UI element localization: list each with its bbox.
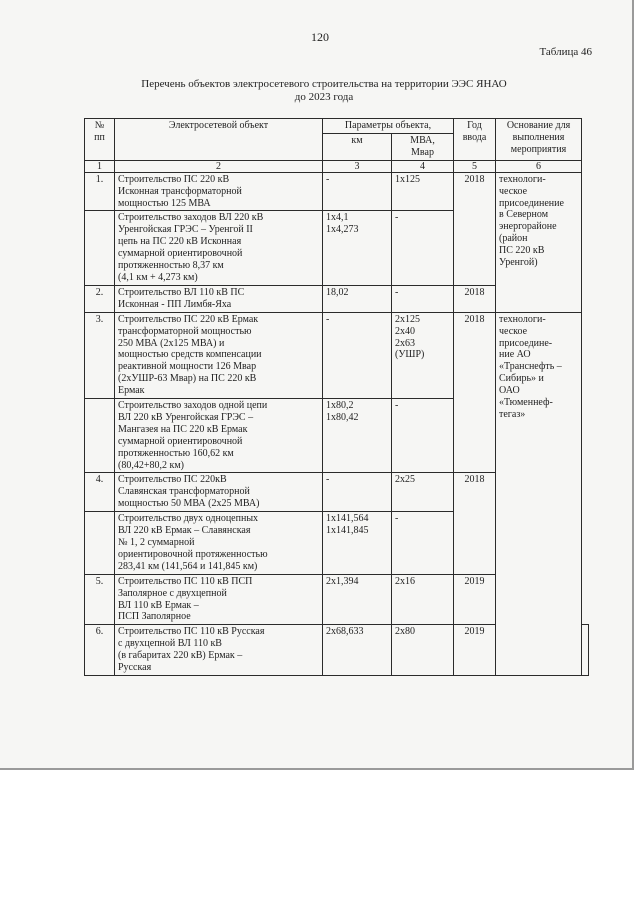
object-cell: Строительство ВЛ 110 кВ ПС Исконная - ПП Лимбя-Яха	[115, 285, 323, 312]
object-cell: Строительство ПС 220 кВ Исконная трансформаторной мощностью 125 МВА	[115, 172, 323, 211]
basis-cell	[582, 625, 589, 676]
header-mva: МВА, Мвар	[392, 133, 454, 160]
year-cell: 2018	[454, 172, 496, 285]
page-number: 120	[311, 30, 329, 44]
km-cell: -	[323, 172, 392, 211]
header-params: Параметры объекта,	[323, 119, 454, 134]
row-number	[85, 211, 115, 285]
km-cell: -	[323, 312, 392, 398]
row-number	[85, 399, 115, 473]
km-cell: 1х4,1 1х4,273	[323, 211, 392, 285]
basis-cell: технологи- ческое присоедине- ние АО «Транснефть – Сибирь» и ОАО «Тюменнеф- тегаз»	[496, 312, 582, 675]
table-label: Таблица 46	[539, 46, 592, 58]
mva-cell: -	[392, 285, 454, 312]
km-cell: 18,02	[323, 285, 392, 312]
row-number	[85, 512, 115, 575]
col-number: 2	[115, 160, 323, 172]
mva-cell: 1х125	[392, 172, 454, 211]
header-basis: Основание для выполнения мероприятия	[496, 119, 582, 161]
title-line: Перечень объектов электросетевого строительства на территории ЭЭС ЯНАО	[141, 78, 507, 90]
title-line: до 2023 года	[294, 91, 354, 103]
year-cell: 2018	[454, 473, 496, 574]
header-km: км	[323, 133, 392, 160]
km-cell: -	[323, 473, 392, 512]
col-number: 4	[392, 160, 454, 172]
mva-cell: 2х125 2х40 2х63 (УШР)	[392, 312, 454, 398]
row-number: 6.	[85, 625, 115, 676]
mva-cell: -	[392, 399, 454, 473]
col-number: 6	[496, 160, 582, 172]
header-year: Год ввода	[454, 119, 496, 161]
mva-cell: 2х25	[392, 473, 454, 512]
object-cell: Строительство заходов ВЛ 220 кВ Уренгойская ГРЭС – Уренгой II цепь на ПС 220 кВ Исконная суммарной ориентировочной протяженностью 8,37 км (4,1 км + 4,273 км)	[115, 211, 323, 285]
km-cell: 1х141,564 1х141,845	[323, 512, 392, 575]
year-cell: 2018	[454, 285, 496, 312]
year-cell: 2018	[454, 312, 496, 473]
row-number: 4.	[85, 473, 115, 512]
header-num: № пп	[85, 119, 115, 161]
object-cell: Строительство ПС 220кВ Славянская трансформаторной мощностью 50 МВА (2х25 МВА)	[115, 473, 323, 512]
year-cell: 2019	[454, 574, 496, 625]
objects-table	[84, 118, 589, 676]
year-cell: 2019	[454, 625, 496, 676]
object-cell: Строительство заходов одной цепи ВЛ 220 кВ Уренгойская ГРЭС – Мангазея на ПС 220 кВ Ермак суммарной ориентировочной протяженностью 160,62 км (80,42+80,2 км)	[115, 399, 323, 473]
col-number: 3	[323, 160, 392, 172]
km-cell: 2х68,633	[323, 625, 392, 676]
mva-cell: -	[392, 211, 454, 285]
row-number: 3.	[85, 312, 115, 398]
object-cell: Строительство двух одноцепных ВЛ 220 кВ Ермак – Славянская № 1, 2 суммарной ориентировочной протяженностью 283,41 км (141,564 и 141,845 км)	[115, 512, 323, 575]
col-number: 5	[454, 160, 496, 172]
row-number: 5.	[85, 574, 115, 625]
row-number: 2.	[85, 285, 115, 312]
km-cell: 1х80,2 1х80,42	[323, 399, 392, 473]
header-object: Электросетевой объект	[115, 119, 323, 161]
table-row	[85, 172, 589, 211]
km-cell: 2х1,394	[323, 574, 392, 625]
basis-cell: технологи- ческое присоединение в Северном энергорайоне (район ПС 220 кВ Уренгой)	[496, 172, 582, 312]
table-row	[85, 312, 589, 398]
mva-cell: -	[392, 512, 454, 575]
row-number: 1.	[85, 172, 115, 211]
col-number: 1	[85, 160, 115, 172]
object-cell: Строительство ПС 220 кВ Ермак трансформаторной мощностью 250 МВА (2х125 МВА) и мощностью средств компенсации реактивной мощности 126 Мвар (2хУШР-63 Мвар) на ПС 220 кВ Ермак	[115, 312, 323, 398]
document-title	[104, 78, 544, 104]
object-cell: Строительство ПС 110 кВ Русская с двухцепной ВЛ 110 кВ (в габаритах 220 кВ) Ермак – Русская	[115, 625, 323, 676]
mva-cell: 2х16	[392, 574, 454, 625]
object-cell: Строительство ПС 110 кВ ПСП Заполярное с двухцепной ВЛ 110 кВ Ермак – ПСП Заполярное	[115, 574, 323, 625]
mva-cell: 2х80	[392, 625, 454, 676]
